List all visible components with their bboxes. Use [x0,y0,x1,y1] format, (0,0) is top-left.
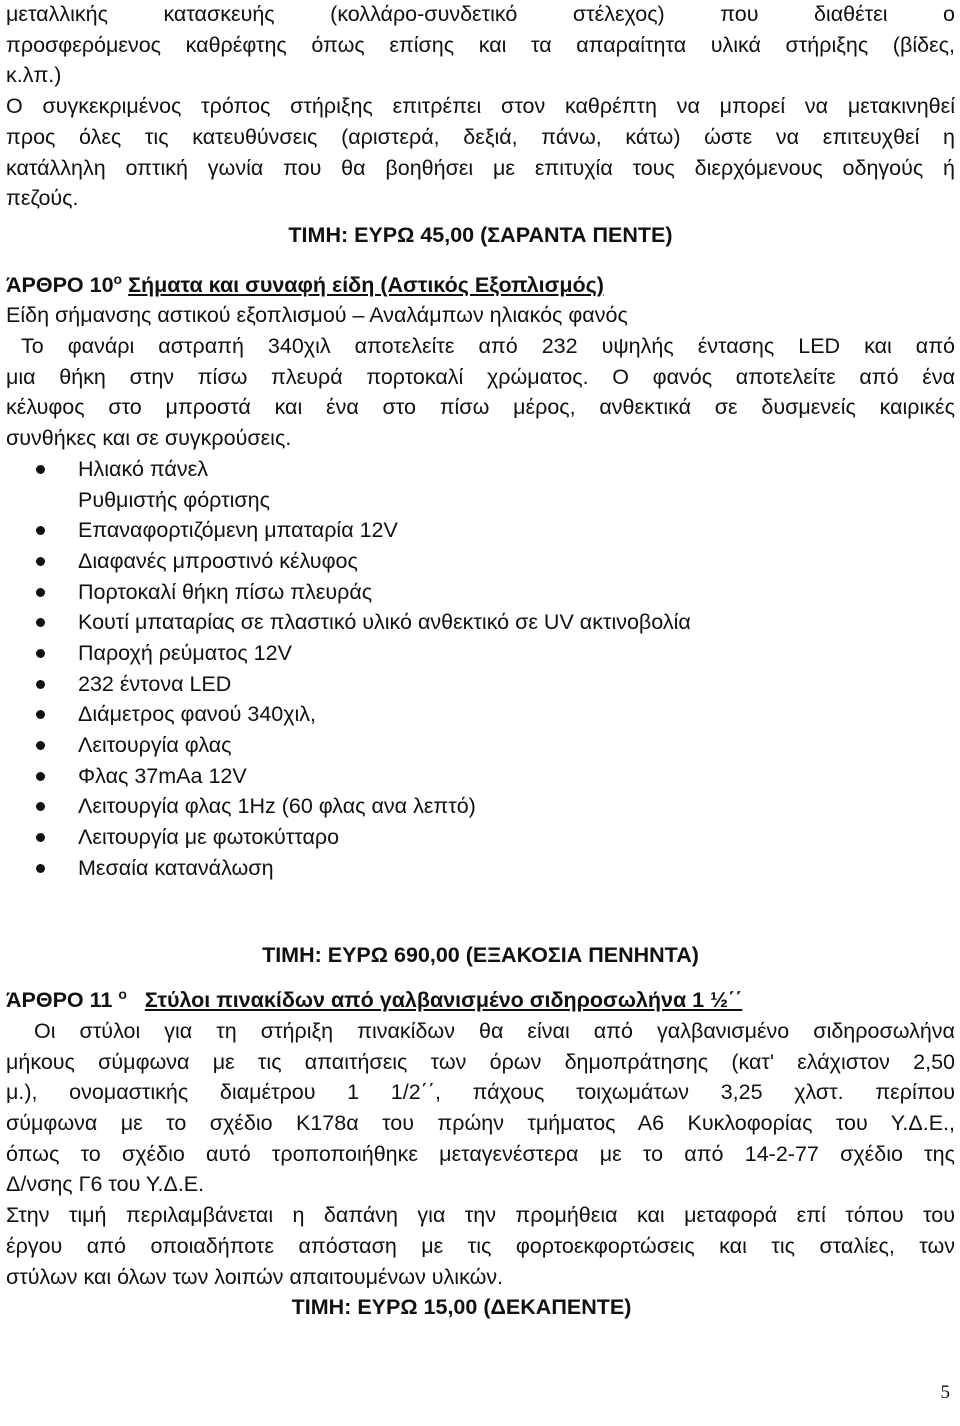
list-item [6,577,955,608]
spec-list-bullets [6,515,955,883]
text-line: μ.), ονομαστικής διαμέτρου 1 1/2΄΄, πάχους τοιχωμάτων 3,25 χλστ. περίπου [6,1080,955,1105]
bullet-icon [36,864,45,873]
list-item-text: Πορτοκαλί θήκη πίσω πλευράς [78,579,373,604]
bullet-icon [36,680,45,689]
document-page [6,0,955,1323]
bullet-icon [36,710,45,719]
list-item-text: Ρυθμιστής φόρτισης [78,487,270,512]
article-subtitle: Είδη σήμανσης αστικού εξοπλισμού – Αναλάμπων ηλιακός φανός [6,303,628,328]
text-line: Ο συγκεκριμένος τρόπος στήριξης επιτρέπει στον καθρέπτη να μπορεί να μετακινηθεί [6,94,955,119]
bullet-icon [36,465,45,474]
text-line: κέλυφος στο μπροστά και ένα στο πίσω μέρος, ανθεκτικά σε δυσμενείς καιρικές [6,395,955,420]
ordinal-mark: ο [113,270,123,287]
list-item-text: Κουτί μπαταρίας σε πλαστικό υλικό ανθεκτικό σε UV ακτινοβολία [78,610,691,635]
list-item [6,515,955,546]
text-line: προσφερόμενος καθρέφτης όπως επίσης και τα απαραίτητα υλικά στήριξης (βίδες, [6,32,955,57]
text-line: μεταλλικής κατασκευής (κολλάρο-συνδετικό στέλεχος) που διαθέτει ο [6,2,955,26]
bullet-icon [36,588,45,597]
bullet-icon [36,833,45,842]
list-item [6,791,955,822]
text-line: κ.λπ.) [6,63,62,88]
list-item-text: Διάμετρος φανού 340χιλ, [78,702,317,727]
text-line: μήκους σύμφωνα με τις απαιτήσεις των όρων δημοπράτησης (κατ' ελάχιστον 2,50 [6,1049,955,1074]
article-title: Στύλοι πινακίδων από γαλβανισμένο σιδηροσωλήνα 1 ½΄΄ [144,988,743,1013]
list-item-text: Ηλιακό πάνελ [78,456,208,481]
text-line: μια θήκη στην πίσω πλευρά πορτοκαλί χρώματος. Ο φανός αποτελείτε από ένα [6,364,955,389]
list-item-text: Φλας 37mAa 12V [78,763,247,788]
text-line: στύλων και όλων των λοιπών απαιτουμένων υλικών. [6,1264,504,1289]
article-11 [6,985,955,1292]
list-item [6,730,955,761]
text-line: πεζούς. [6,186,79,211]
bullet-icon [36,618,45,627]
list-item-text: Λειτουργία φλας [78,733,232,758]
text-line: Στην τιμή περιλαμβάνεται η δαπάνη για την προμήθεια και μεταφορά επί τόπου του [6,1203,955,1228]
article-11-heading [6,985,955,1016]
list-item [6,669,955,700]
bullet-icon [36,526,45,535]
text-line: προς όλες τις κατευθύνσεις (αριστερά, δεξιά, πάνω, κάτω) ώστε να επιτευχθεί η [6,124,955,149]
text-line: συνθήκες και σε συγκρούσεις. [6,426,292,451]
text-line: Δ/νσης Γ6 του Υ.Δ.Ε. [6,1172,205,1197]
text-line: Οι στύλοι για τη στήριξη πινακίδων θα είναι από γαλβανισμένο σιδηροσωλήνα [34,1018,955,1043]
list-item-text: Λειτουργία φλας 1Hz (60 φλας ανα λεπτό) [78,794,476,819]
bullet-icon [36,741,45,750]
list-item [6,822,955,853]
list-item [6,607,955,638]
list-item-text: Επαναφορτιζόμενη μπαταρία 12V [78,518,398,543]
article-10 [6,270,955,884]
bullet-icon [36,772,45,781]
article-title: Σήματα και συναφή είδη (Αστικός Εξοπλισμός) [128,272,604,297]
intro-paragraph [6,0,955,214]
text-line: Το φανάρι αστραπή 340χιλ αποτελείτε από 232 υψηλής έντασης LED και από [21,334,955,359]
list-item [6,761,955,792]
list-item-text: 232 έντονα LED [78,671,232,696]
page-number: 5 [940,1382,950,1403]
bullet-icon [36,557,45,566]
text-line: κατάλληλη οπτική γωνία που θα βοηθήσει με επιτυχία τους διερχόμενους οδηγούς ή [6,155,955,180]
article-number: ΆΡΘΡΟ 11 [6,988,113,1013]
price-line-3: ΤΙΜΗ: ΕΥΡΩ 15,00 (ΔΕΚΑΠΕΝΤΕ) [291,1295,632,1320]
list-item-text: Μεσαία κατανάλωση [78,855,274,880]
list-item-text: Λειτουργία με φωτοκύτταρο [78,825,340,850]
list-item-text: Παροχή ρεύματος 12V [78,640,292,665]
article-number: ΆΡΘΡΟ 10 [6,272,114,297]
spec-list [6,454,955,515]
text-line: έργου από οποιαδήποτε απόσταση με τις φορτοεκφορτώσεις και τις σταλίες, των [6,1233,955,1258]
price-line-1: ΤΙΜΗ: ΕΥΡΩ 45,00 (ΣΑΡΑΝΤΑ ΠΕΝΤΕ) [288,222,673,247]
text-line: σύμφωνα με το σχέδιο Κ178α του πρώην τμήματος Α6 Κυκλοφορίας του Υ.Δ.Ε., [6,1110,955,1135]
list-item [6,853,955,884]
list-item [6,454,955,485]
price-line-2: ΤΙΜΗ: ΕΥΡΩ 690,00 (ΕΞΑΚΟΣΙΑ ΠΕΝΗΝΤΑ) [262,943,699,968]
ordinal-mark: ο [118,986,127,1003]
bullet-icon [36,649,45,658]
article-10-heading [6,270,955,301]
list-item [6,699,955,730]
list-item-no-bullet [6,485,955,516]
text-line: όπως το σχέδιο αυτό τροποποιήθηκε μεταγενέστερα με το από 14-2-77 σχέδιο της [6,1141,955,1166]
bullet-icon [36,802,45,811]
list-item [6,638,955,669]
list-item [6,546,955,577]
list-item-text: Διαφανές μπροστινό κέλυφος [78,548,358,573]
